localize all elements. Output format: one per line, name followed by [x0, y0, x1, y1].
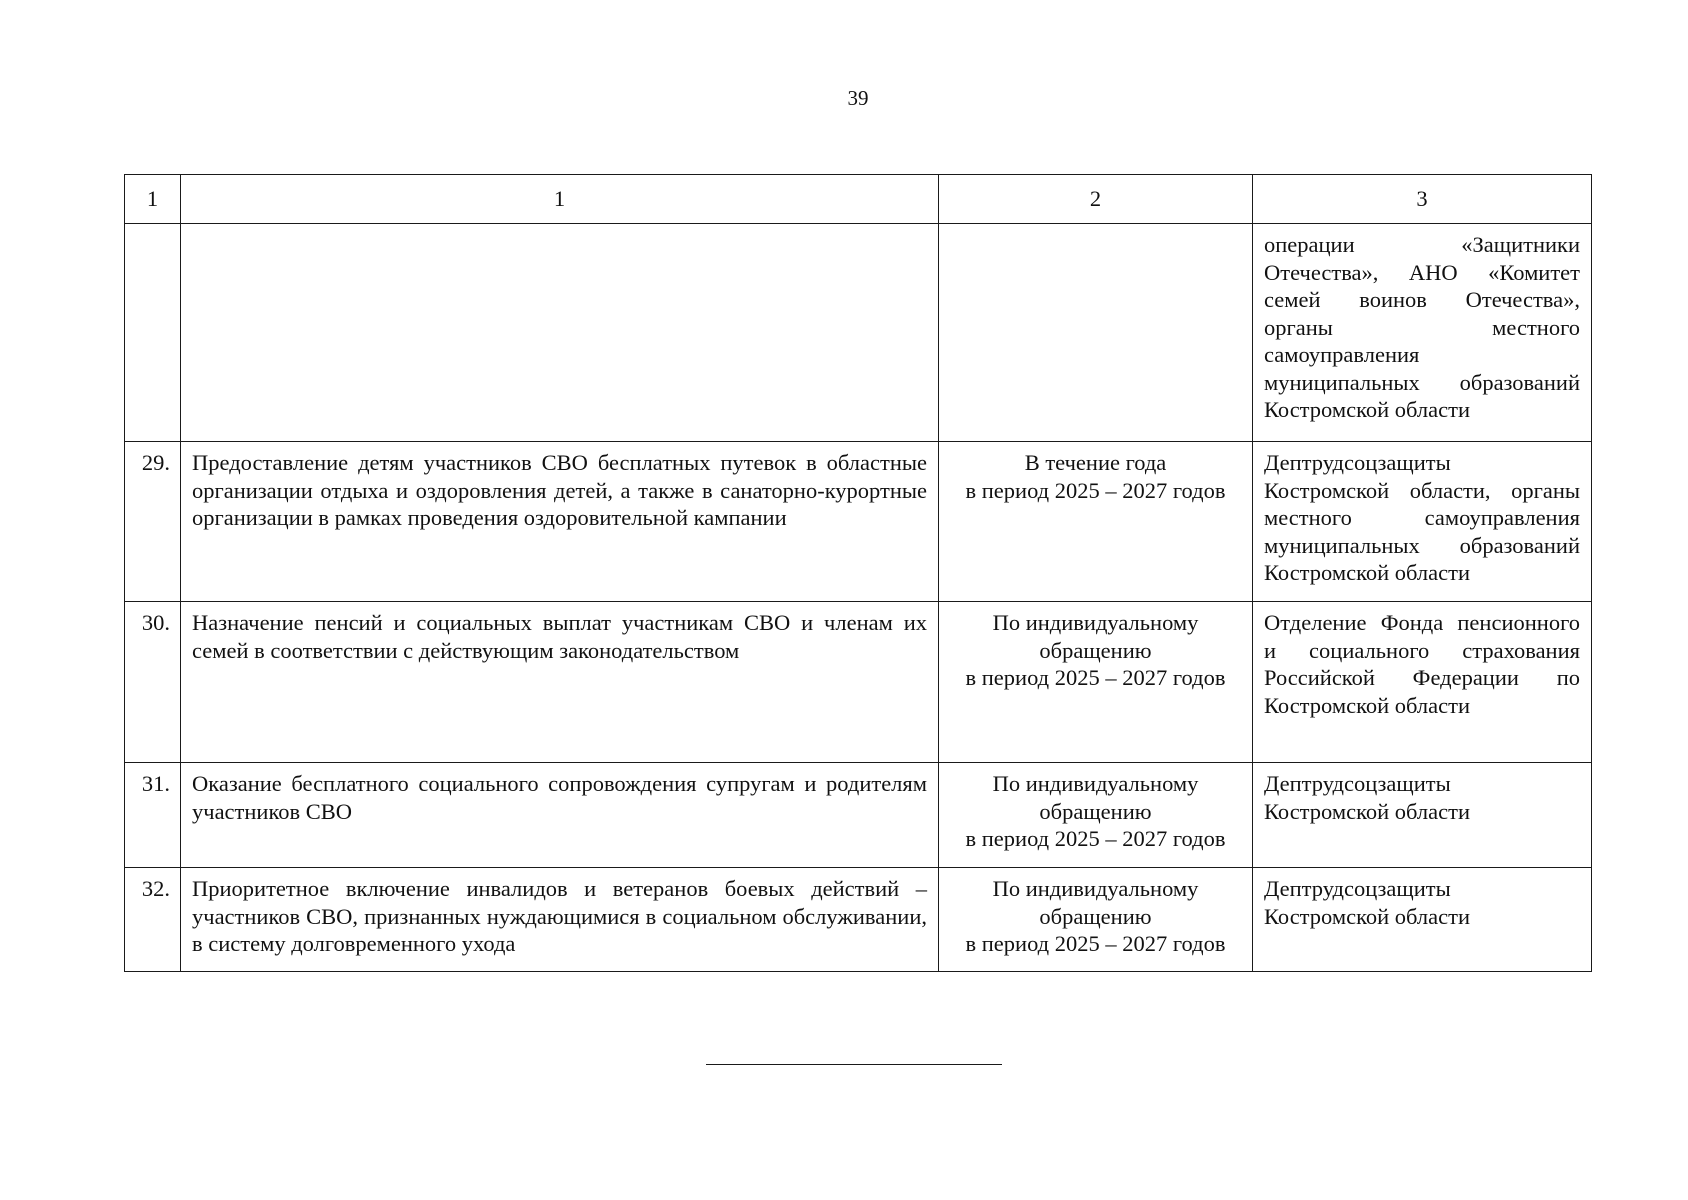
period-line: обращению: [1039, 903, 1152, 929]
page-number: 39: [847, 86, 869, 110]
row-description: Назначение пенсий и социальных выплат участникам СВО и членам их семей в соответствии с действующим законодательством: [181, 602, 939, 763]
period-line: По индивидуальному: [992, 771, 1199, 796]
period-line: По индивидуальному: [992, 610, 1199, 635]
header-cell-number: 1: [125, 175, 181, 224]
row-description: Предоставление детям участников СВО бесплатных путевок в областные организации отдыха и оздоровления детей, а также в санаторно-курортные организации в рамках проведения оздоровительной кампании: [181, 442, 939, 602]
table-row: [125, 763, 1592, 868]
period-line: обращению: [1039, 798, 1152, 824]
row-period: [939, 442, 1253, 602]
period-line: По индивидуальному: [992, 876, 1199, 901]
row-period: [939, 868, 1253, 972]
table-row: [125, 442, 1592, 602]
row-number: 29.: [125, 442, 181, 602]
header-cell-description: 1: [181, 175, 939, 224]
table-row-continuation: [125, 224, 1592, 442]
period-line: в период 2025 – 2027 годов: [965, 477, 1226, 503]
row-description: [181, 224, 939, 442]
row-period: [939, 224, 1253, 442]
row-responsible: Дептрудсоцзащиты Костромской области: [1253, 763, 1592, 868]
measures-table: [124, 174, 1592, 972]
period-line: обращению: [1039, 637, 1152, 663]
row-responsible: Отделение Фонда пенсионного и социального страхования Российской Федерации по Костромской области: [1253, 602, 1592, 763]
row-period: [939, 602, 1253, 763]
row-period: [939, 763, 1253, 868]
period-line: в период 2025 – 2027 годов: [965, 665, 1226, 690]
row-number: 32.: [125, 868, 181, 972]
row-responsible: Дептрудсоцзащиты Костромской области: [1253, 868, 1592, 972]
row-number: 30.: [125, 602, 181, 763]
end-separator-line: [706, 1064, 1002, 1065]
row-responsible: Дептрудсоцзащиты Костромской области, органы местного самоуправления муниципальных образований Костромской области: [1253, 442, 1592, 602]
table-row: [125, 602, 1592, 763]
row-number: 31.: [125, 763, 181, 868]
row-description: Приоритетное включение инвалидов и ветеранов боевых действий – участников СВО, признанных нуждающимися в социальном обслуживании, в систему долговременного ухода: [181, 868, 939, 972]
row-number: [125, 224, 181, 442]
header-cell-responsible: 3: [1253, 175, 1592, 224]
row-responsible: операции «Защитники Отечества», АНО «Комитет семей воинов Отечества», органы местного самоуправления муниципальных образований Костромской области: [1253, 224, 1592, 442]
header-cell-period: 2: [939, 175, 1253, 224]
period-line: в период 2025 – 2027 годов: [965, 826, 1226, 851]
table-row: [125, 868, 1592, 972]
period-line: В течение года: [1024, 450, 1167, 475]
row-description: Оказание бесплатного социального сопровождения супругам и родителям участников СВО: [181, 763, 939, 868]
table-header-row: [125, 175, 1592, 224]
period-line: в период 2025 – 2027 годов: [965, 931, 1226, 956]
